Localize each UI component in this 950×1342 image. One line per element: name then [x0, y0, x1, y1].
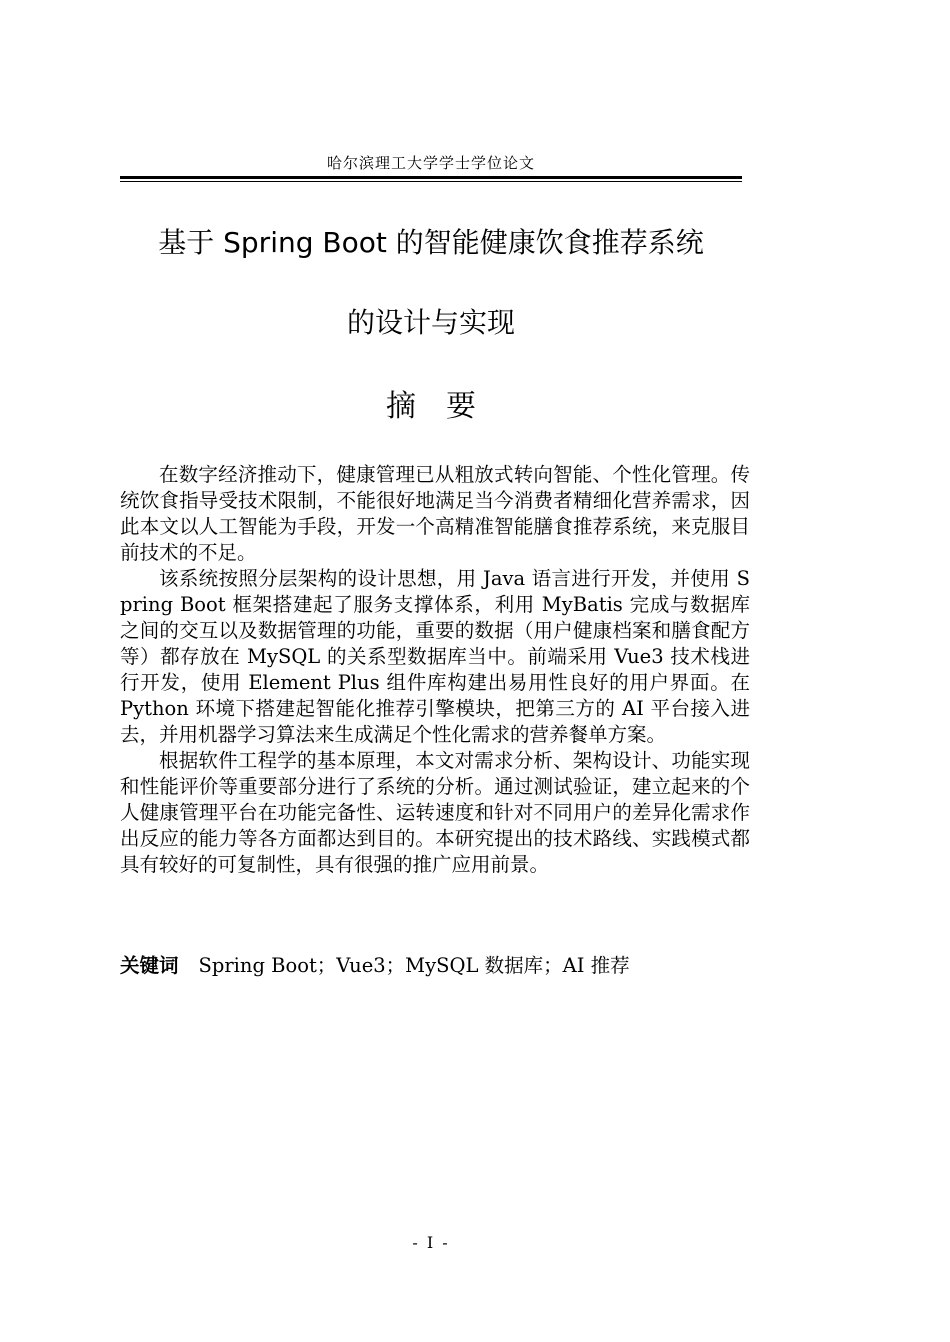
- abstract-heading: 摘要: [386, 389, 506, 424]
- abstract-body: [120, 462, 750, 878]
- thesis-title-line-2: 的设计与实现: [346, 306, 515, 339]
- abstract-paragraph-2: 该系统按照分层架构的设计思想，用 Java 语言进行开发，并使用 Spring Boot 框架搭建起了服务支撑体系，利用 MyBatis 完成与数据库之间的交互以及数据管理的功能，重要的数据（用户健康档案和膳食配方等）都存放在 MySQL 的关系型数据库当中。前端采用 Vue3 技术栈进行开发，使用 Element Plus 组件库构建出易用性良好的用户界面。在 Python 环境下搭建起智能化推荐引擎模块，把第三方的 AI 平台接入进去，并用机器学习算法来生成满足个性化需求的营养餐单方案。: [120, 567, 750, 746]
- running-header: 哈尔滨理工大学学士学位论文: [326, 154, 535, 172]
- header-rule: [120, 176, 742, 182]
- page-number: - I -: [412, 1233, 450, 1252]
- keywords-label: 关键词: [120, 954, 179, 977]
- keywords-line: [120, 953, 750, 979]
- keywords-text: Spring Boot；Vue3；MySQL 数据库；AI 推荐: [198, 954, 630, 977]
- abstract-paragraph-1: 在数字经济推动下，健康管理已从粗放式转向智能、个性化管理。传统饮食指导受技术限制，不能很好地满足当今消费者精细化营养需求，因此本文以人工智能为手段，开发一个高精准智能膳食推荐系统，来克服目前技术的不足。: [120, 463, 750, 564]
- thesis-title-line-1: 基于 Spring Boot 的智能健康饮食推荐系统: [158, 226, 704, 259]
- abstract-paragraph-3: 根据软件工程学的基本原理，本文对需求分析、架构设计、功能实现和性能评价等重要部分进行了系统的分析。通过测试验证，建立起来的个人健康管理平台在功能完备性、运转速度和针对不同用户的差异化需求作出反应的能力等各方面都达到目的。本研究提出的技术路线、实践模式都具有较好的可复制性，具有很强的推广应用前景。: [120, 749, 750, 876]
